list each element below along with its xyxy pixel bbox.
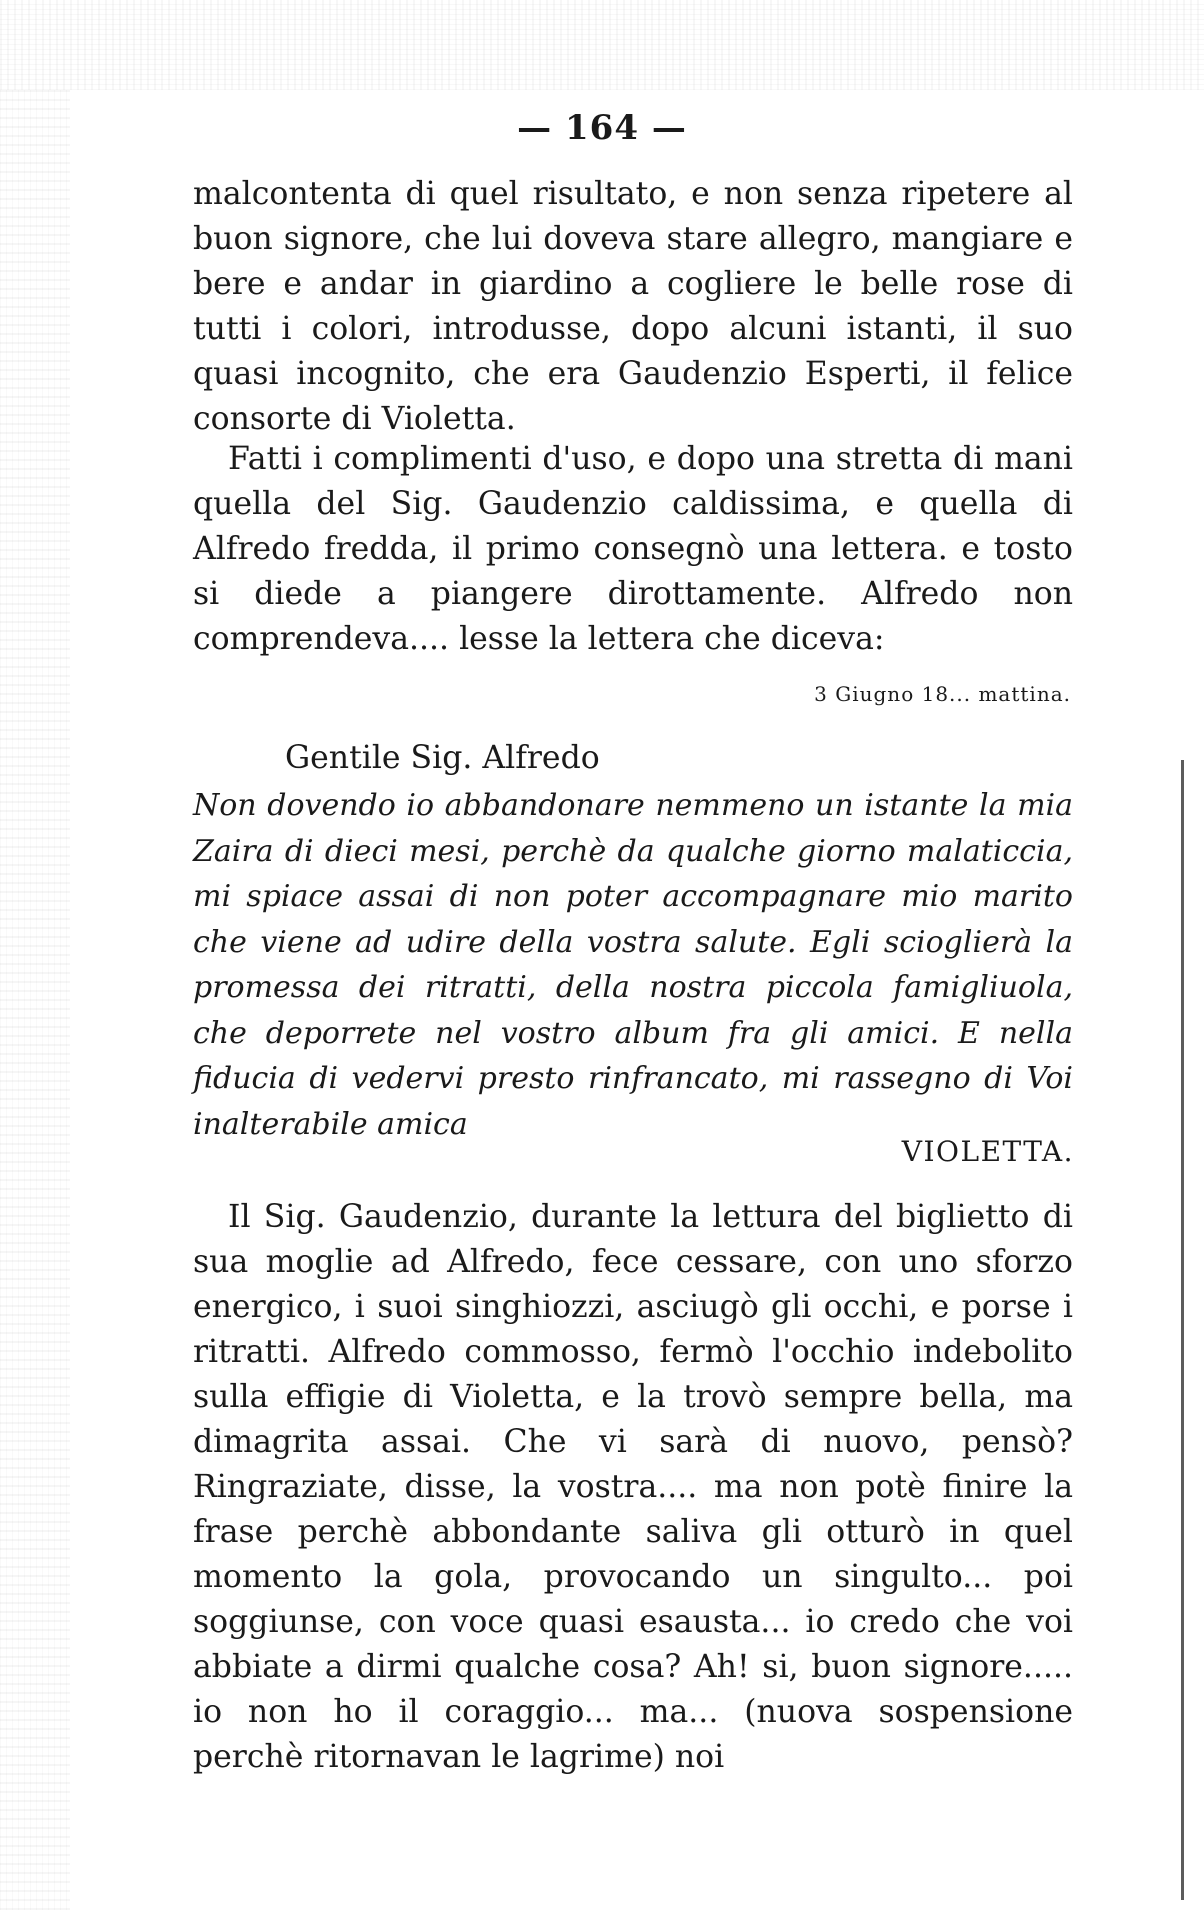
paragraph-3: Il Sig. Gaudenzio, durante la lettura del biglietto di sua moglie ad Alfredo, fece cessare, con uno sforzo energico, i suoi singhiozzi, asciugò gli occhi, e porse i ritratti. Alfredo commosso, fermò l'occhio indebolito sulla effigie di Violetta, e la trovò sempre bella, ma dimagrita assai. Che vi sarà di nuovo, pensò? Ringraziate, disse, la vostra.... ma non potè finire la frase perchè abbondante saliva gli otturò in quel momento la gola, provocando un singulto... poi soggiunse, con voce quasi esausta... io credo che voi abbiate a dirmi qualche cosa? Ah! si, buon signore..... io non ho il coraggio... ma... (nuova sospensione perchè ritornavan le lagrime) noi [193, 1199, 1073, 1775]
page-number: — 164 — [517, 108, 687, 148]
scan-noise-top [0, 0, 1204, 90]
paragraph-1: malcontenta di quel risultato, e non senza ripetere al buon signore, che lui doveva stare allegro, mangiare e bere e andar in giardino a cogliere le belle rose di tutti i colori, introdusse, dopo alcuni istanti, il suo quasi incognito, che era Gaudenzio Esperti, il felice consorte di Violetta. [193, 176, 1073, 437]
scan-noise-left [0, 90, 70, 1910]
letter-signature: VIOLETTA. [901, 1135, 1074, 1168]
scan-edge-right [1181, 760, 1184, 1900]
letter-salutation: Gentile Sig. Alfredo [285, 740, 600, 776]
paragraph-2: Fatti i complimenti d'uso, e dopo una stretta di mani quella del Sig. Gaudenzio caldissima, e quella di Alfredo fredda, il primo consegnò una lettera. e tosto si diede a piangere dirottamente. Alfredo non comprendeva.... lesse la lettera che diceva: [193, 441, 1073, 657]
letter-date: 3 Giugno 18... mattina. [814, 682, 1071, 706]
letter-body: Non dovendo io abbandonare nemmeno un istante la mia Zaira di dieci mesi, perchè da qualche giorno malaticcia, mi spiace assai di non poter accompagnare mio marito che viene ad udire della vostra salute. Egli scioglierà la promessa dei ritratti, della nostra piccola famigliuola, che deporrete nel vostro album fra gli amici. E nella fiducia di vedervi presto rinfrancato, mi rassegno di Voi inalterabile amica [193, 788, 1073, 1142]
